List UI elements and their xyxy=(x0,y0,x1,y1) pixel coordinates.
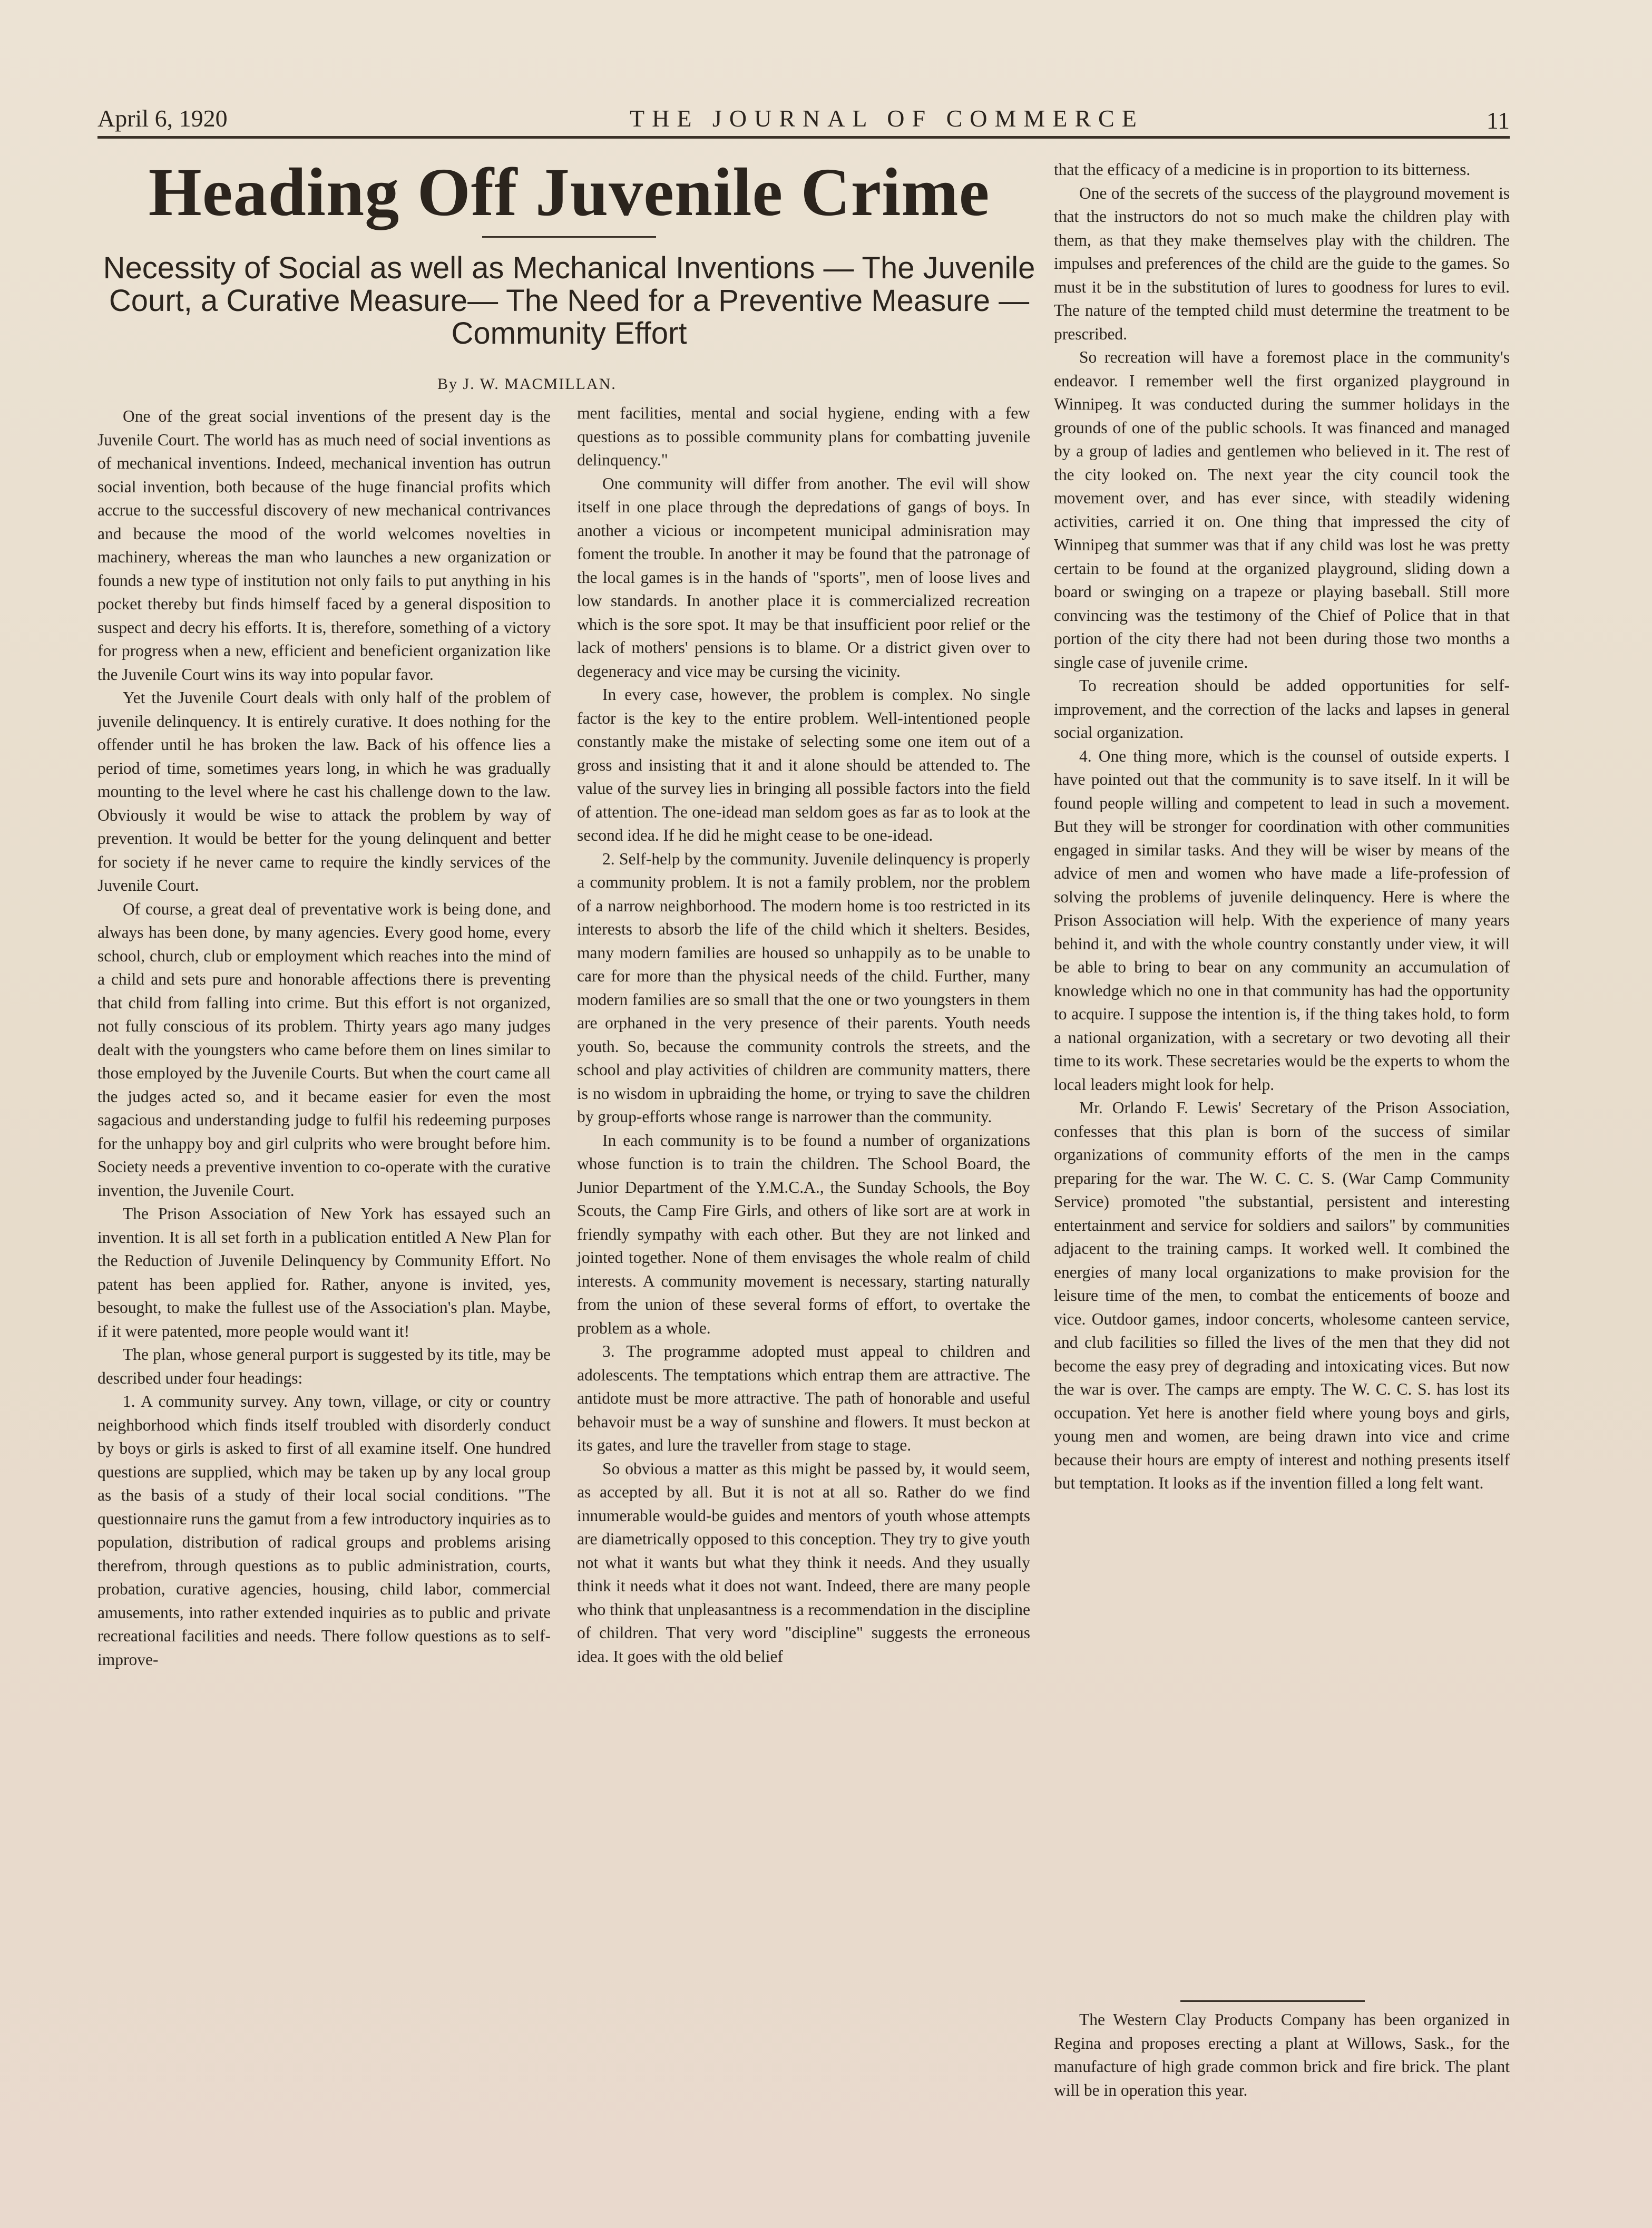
paragraph: One of the great social inventions of the present day is the Juvenile Court. The world has as much need of social inventions as of mechanical inventions. Indeed, mechanical invention has outrun social invention, both because of the huge financial profits which accrue to the successful discovery of new mechanical contrivances and because the mood of the world welcomes novelties in machinery, whereas the man who launches a new organization or founds a new type of institution not only fails to put anything in his pocket thereby but finds himself faced by a general disposition to suspect and decry his efforts. It is, therefore, something of a victory for progress when a new, efficient and beneficient organization like the Juvenile Court wins its way into popular favor. xyxy=(97,407,551,684)
paragraph: 2. Self-help by the community. Juvenile delinquency is properly a community problem. It is not a family problem, nor the problem of a narrow neighborhood. The modern home is too restricted in its interests to absorb the life of the child which it shelters. Besides, many modern families are housed so unhappily as to be unable to care for more than the physical needs of the child. Further, many modern families are so small that the one or two youngsters in them are orphaned in the very presence of their parents. Youth needs youth. So, because the community controls the streets, and the school and play activities of children are community matters, there is no wisdom in upbraiding the home, or trying to save the children by group-efforts whose range is narrower than the community. xyxy=(577,849,1030,1126)
page-number: 11 xyxy=(1486,107,1510,134)
article-subtitle: Necessity of Social as well as Mechanical Inventions — The Juvenile Court, a Curative Measure— The Need for a Preventive Measure —Community Effort xyxy=(103,251,1035,351)
title-divider xyxy=(482,236,656,238)
column-2 xyxy=(577,402,1030,1668)
byline: By J. W. MACMILLAN. xyxy=(437,375,617,393)
paragraph: 4. One thing more, which is the counsel of outside experts. I have pointed out that the community is to save itself. In it will be found people willing and competent to lead in such a movement. But they will be stronger for coordination with other communities engaged in similar tasks. And they will be wiser by means of the advice of men and women who have made a life-profession of solving the problems of juvenile delinquency. Here is where the Prison Association will help. With the experience of many years behind it, and with the whole country constantly under view, it will be able to bring to bear on any community an accumulation of knowledge which no one in that community has had the opportunity to acquire. I suppose the intention is, if the thing takes hold, to form a national organization, with a secretary or two devoting all their time to its work. These secretaries would be the experts to whom the local leaders might look for help. xyxy=(1054,746,1510,1094)
paragraph: The plan, whose general purport is suggested by its title, may be described under four headings: xyxy=(97,1345,551,1387)
paragraph: Of course, a great deal of preventative work is being done, and always has been done, by many agencies. Every good home, every school, church, club or employment which reaches into the mind of a child and sets pure and honorable affections there is preventing that child from falling into crime. But this effort is not organized, not fully conscious of its problem. Thirty years ago many judges dealt with the youngsters who came before them on lines similar to those employed by the Juvenile Courts. But when the court came all the judges acted so, and it became easier for even the most sagacious and understanding judge to fulfil his redeeming purposes for the unhappy boy and girl culprits who were brought before him. Society needs a preventive invention to co-operate with the curative invention, the Juvenile Court. xyxy=(97,899,551,1200)
paragraph: that the efficacy of a medicine is in proportion to its bitterness. xyxy=(1054,160,1471,179)
paragraph: To recreation should be added opportunities for self-improvement, and the correction of the lacks and lapses in general social organization. xyxy=(1054,676,1510,742)
note-divider xyxy=(1180,2000,1365,2002)
column-3 xyxy=(1054,158,1510,1495)
paragraph: In each community is to be found a number of organizations whose function is to train the children. The School Board, the Junior Department of the Y.M.C.A., the Sunday Schools, the Boy Scouts, the Camp Fire Girls, and others of like sort are at work in friendly sympathy with each other. But they are not linked and jointed together. None of them envisages the whole realm of child interests. A community movement is necessary, starting naturally from the union of these several forms of effort, to overtake the problem as a whole. xyxy=(577,1131,1030,1337)
paragraph: One community will differ from another. The evil will show itself in one place through the depredations of gangs of boys. In another a vicious or incompetent municipal adminisration may foment the trouble. In another it may be found that the patronage of the local games is in the hands of "sports", men of loose lives and low standards. In another place it is commercialized recreation which is the sore spot. It may be that insufficient poor relief or the lack of mothers' pensions is to blame. Or a district given over to degeneracy and vice may be cursing the vicinity. xyxy=(577,474,1030,680)
paragraph: One of the secrets of the success of the playground movement is that the instructors do not so much make the children play with them, as that they make themselves play with the children. The impulses and preferences of the child are the guide to the games. So must it be in the substitution of lures to goodness for lures to evil. The nature of the tempted child must determine the treatment to be prescribed. xyxy=(1054,183,1510,343)
paragraph: So obvious a matter as this might be passed by, it would seem, as accepted by all. But it is not at all so. Rather do we find innumerable would-be guides and mentors of youth whose attempts are diametrically opposed to this conception. They try to give youth not what it wants but what they think it needs. And they usually think it needs what it does not want. Indeed, there are many people who think that unpleasantness is a recommendation in the discipline of children. That very word "discipline" suggests the erroneous idea. It goes with the old belief xyxy=(577,1459,1030,1666)
paragraph: The Western Clay Products Company has been organized in Regina and proposes erecting a plant at Willows, Sask., for the manufacture of high grade common brick and fire brick. The plant will be in operation this year. xyxy=(1054,2010,1510,2099)
journal-name: THE JOURNAL OF COMMERCE xyxy=(630,105,1144,132)
paragraph: Yet the Juvenile Court deals with only half of the problem of juvenile delinquency. It is entirely curative. It does nothing for the offender until he has broken the law. Back of his offence lies a period of time, sometimes years long, in which he was gradually mounting to the level where he cast his challenge down to the law. Obviously it would be wise to attack the problem by way of prevention. It would be better for the young delinquent and better for society if he never came to require the kindly services of the Juvenile Court. xyxy=(97,688,551,894)
issue-date: April 6, 1920 xyxy=(97,105,228,132)
column-1 xyxy=(97,405,551,1671)
paragraph: ment facilities, mental and social hygiene, ending with a few questions as to possible community plans for combatting juvenile delinquency." xyxy=(577,404,1030,469)
paragraph: So recreation will have a foremost place in the community's endeavor. I remember well the first organized playground in Winnipeg. It was conducted during the summer holidays in the grounds of one of the public schools. It was financed and managed by a group of ladies and gentlemen who believed in it. The rest of the city looked on. The next year the city council took the movement over, and has ever since, with steadily widening activities, carried it on. One thing that impressed the city of Winnipeg that summer was that if any child was lost he was pretty certain to be found at the organized playground, sliding down a board or swinging on a trapeze or playing baseball. Still more convincing was the testimony of the Chief of Police that in that portion of the city there had not been during those two months a single case of juvenile crime. xyxy=(1054,348,1510,672)
paragraph: 3. The programme adopted must appeal to children and adolescents. The temptations which entrap them are attractive. The antidote must be more attractive. The path of honorable and useful behavoir must be a way of sunshine and flowers. It must beckon at its gates, and lure the traveller from stage to stage. xyxy=(577,1342,1030,1454)
news-note xyxy=(1054,2008,1510,2102)
paragraph: Mr. Orlando F. Lewis' Secretary of the Prison Association, confesses that this plan is born of the success of similar organizations of community efforts of the men in the camps preparing for the war. The W. C. C. S. (War Camp Community Service) promoted "the substantial, persistent and interesting entertainment and service for soldiers and sailors" by communities adjacent to the training camps. It worked well. It combined the energies of many local organizations to make provision for the leisure time of the men, to combat the enticements of booze and vice. Outdoor games, indoor concerts, wholesome canteen service, and club facilities so filled the lives of the men that they did not become the easy prey of degrading and intoxicating vices. But now the war is over. The camps are empty. The W. C. C. S. has lost its occupation. Yet here is another field where young boys and girls, young men and women, are being drawn into vice and crime because their hours are empty of interest and nothing presents itself but temptation. It looks as if the invention filled a long felt want. xyxy=(1054,1098,1510,1492)
paragraph: In every case, however, the problem is complex. No single factor is the key to the entire problem. Well-intentioned people constantly make the mistake of selecting some one item out of a gross and insisting that it and it alone should be attended to. The value of the survey lies in bringing all possible factors into the field of attention. The one-idead man seldom goes as far as to look at the second idea. If he did he might cease to be one-idead. xyxy=(577,685,1030,844)
paragraph: The Prison Association of New York has essayed such an invention. It is all set forth in a publication entitled A New Plan for the Reduction of Juvenile Delinquency by Community Effort. No patent has been applied for. Rather, anyone is invited, yes, besought, to make the fullest use of the Association's plan. Maybe, if it were patented, more people would want it! xyxy=(97,1204,551,1340)
paragraph: 1. A community survey. Any town, village, or city or country neighborhood which finds itself troubled with disorderly conduct by boys or girls is asked to first of all examine itself. One hundred questions are supplied, which may be taken up by any local group as the basis of a study of their local social conditions. "The questionnaire runs the gamut from a few introductory inquiries as to population, distribution of radical groups and problems arising therefrom, through questions as to public administration, courts, probation, curative agencies, housing, child labor, commercial amusements, into rather extended inquiries as to public and private recreational facilities and needs. There follow questions as to self-improve- xyxy=(97,1392,551,1669)
article-title: Heading Off Juvenile Crime xyxy=(148,154,990,230)
page-header xyxy=(97,104,1510,139)
